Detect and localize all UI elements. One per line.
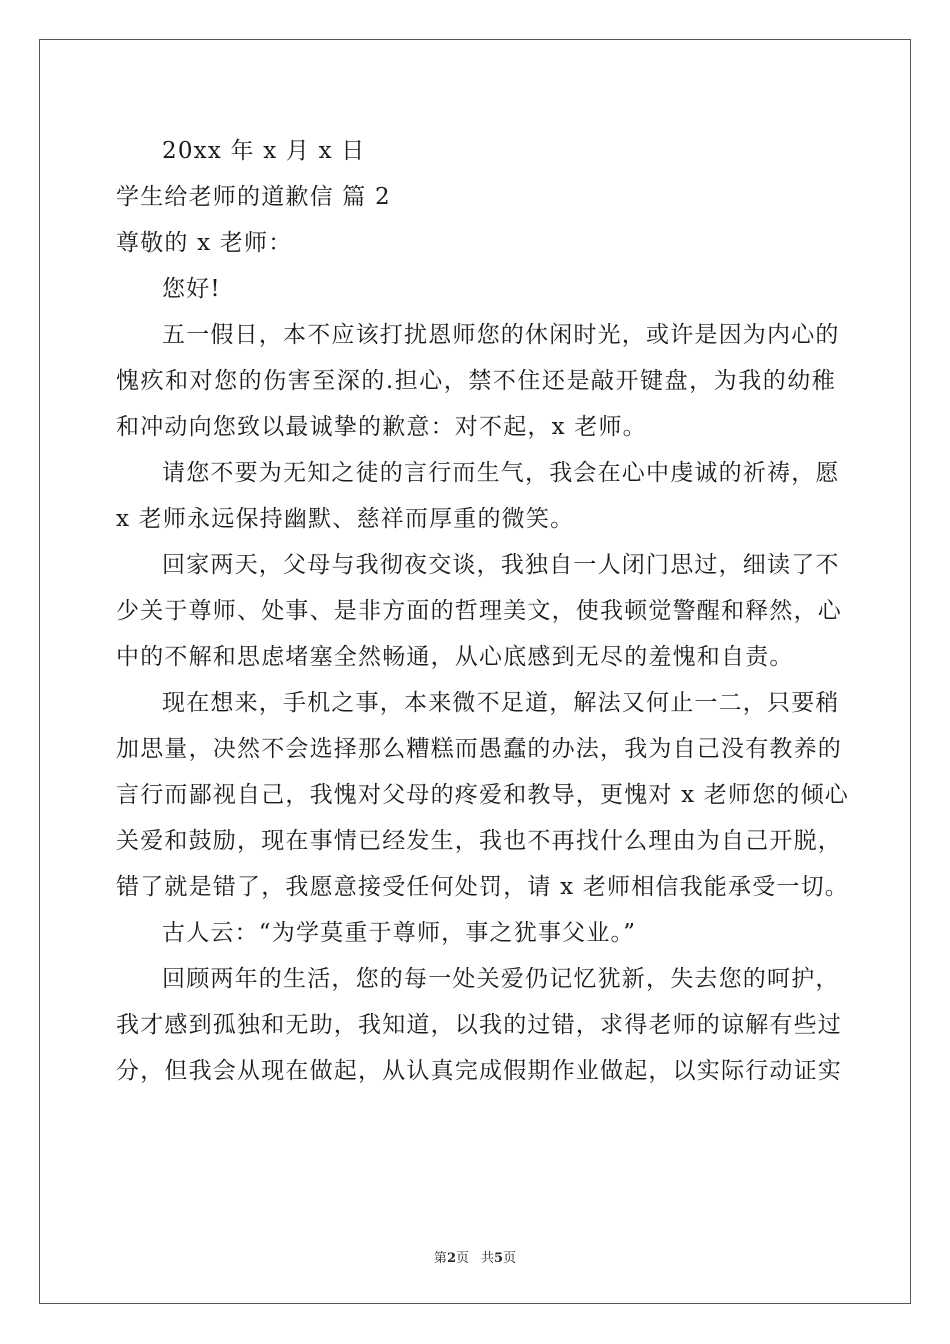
- page-suffix: 页: [455, 1251, 469, 1266]
- paragraph-line: 错了就是错了，我愿意接受任何处罚，请 x 老师相信我能承受一切。: [116, 874, 849, 900]
- paragraph-5: [116, 910, 836, 956]
- paragraph-4: [116, 680, 849, 910]
- paragraph-line: 五一假日，本不应该打扰恩师您的休闲时光，或许是因为内心的: [162, 322, 840, 348]
- paragraph-line: 关爱和鼓励，现在事情已经发生，我也不再找什么理由为自己开脱，: [116, 828, 842, 854]
- paragraph-line: x 老师永远保持幽默、慈祥而厚重的微笑。: [116, 506, 575, 532]
- paragraph-line: 分，但我会从现在做起，从认真完成假期作业做起，以实际行动证实: [116, 1058, 842, 1084]
- total-suffix: 页: [503, 1251, 517, 1266]
- paragraph-line: 现在想来，手机之事，本来微不足道，解法又何止一二，只要稍: [162, 690, 840, 716]
- paragraph-line: 请您不要为无知之徒的言行而生气，我会在心中虔诚的祈祷，愿: [162, 460, 840, 486]
- letter-body: [116, 128, 849, 1094]
- salutation: 尊敬的 x 老师：: [116, 230, 293, 256]
- paragraph-line: 我才感到孤独和无助，我知道，以我的过错，求得老师的谅解有些过: [116, 1012, 842, 1038]
- total-page-number: 5: [494, 1251, 504, 1266]
- greeting: 您好!: [162, 276, 221, 302]
- paragraph-6: [116, 956, 842, 1094]
- page-prefix: 第: [433, 1251, 447, 1266]
- letter-title: 学生给老师的道歉信 篇 2: [116, 184, 391, 210]
- paragraph-3: [116, 542, 842, 680]
- paragraph-line: 加思量，决然不会选择那么糟糕而愚蠢的办法，我为自己没有教养的: [116, 736, 842, 762]
- page-footer: [0, 1247, 950, 1266]
- paragraph-line: 中的不解和思虑堵塞全然畅通，从心底感到无尽的羞愧和自责。: [116, 644, 794, 670]
- date-line: 20xx 年 x 月 x 日: [162, 138, 366, 164]
- paragraph-line: 回家两天，父母与我彻夜交谈，我独自一人闭门思过，细读了不: [162, 552, 840, 578]
- paragraph-line: 少关于尊师、处事、是非方面的哲理美文，使我顿觉警醒和释然，心: [116, 598, 842, 624]
- paragraph-line: 和冲动向您致以最诚挚的歉意：对不起，x 老师。: [116, 414, 647, 440]
- paragraph-line: 古人云：“为学莫重于尊师，事之犹事父业。”: [162, 920, 637, 946]
- paragraph-line: 回顾两年的生活，您的每一处关爱仍记忆犹新，失去您的呵护，: [162, 966, 840, 992]
- current-page-number: 2: [446, 1251, 456, 1266]
- paragraph-2: [116, 450, 840, 542]
- paragraph-line: 言行而鄙视自己，我愧对父母的疼爱和教导，更愧对 x 老师您的倾心: [116, 782, 849, 808]
- paragraph-line: 愧疚和对您的伤害至深的.担心，禁不住还是敲开键盘，为我的幼稚: [116, 368, 836, 394]
- paragraph-1: [116, 312, 840, 450]
- total-prefix: 共: [481, 1251, 495, 1266]
